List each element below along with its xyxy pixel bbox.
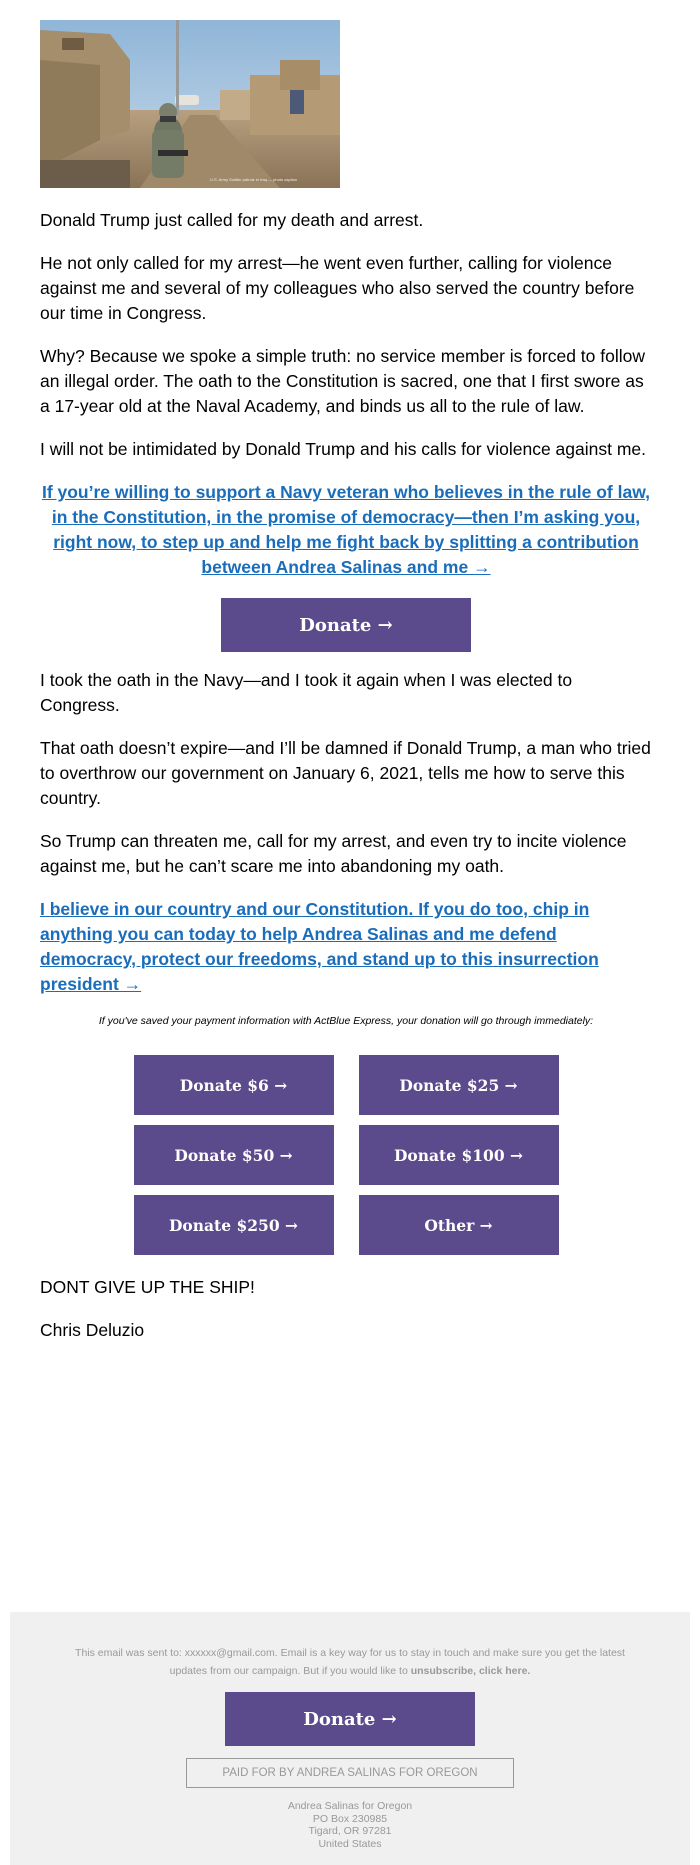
photo-caption: U.S. Army Soldier patrols in Iraq — photo caption (210, 177, 298, 182)
footer-donate-button[interactable]: Donate → (225, 1692, 475, 1746)
donate-50-button[interactable]: Donate $50 → (134, 1125, 334, 1185)
mailing-address (10, 1800, 690, 1850)
chip-in-link[interactable]: I believe in our country and our Constitution. If you do too, chip in anything you can today to help Andrea Salinas and me defend democracy, protect our freedoms, and stand up to this insurrection president → (40, 899, 599, 994)
paragraph-5: I took the oath in the Navy—and I took it again when I was elected to Congress. (40, 670, 573, 715)
support-navy-veteran-link[interactable]: If you’re willing to support a Navy veteran who believes in the rule of law, in the Constitution, in the promise of democracy—then I’m asking you, right now, to step up and help me fight back by splitting a contribution between Andrea Salinas and me → (41, 482, 651, 577)
donate-other-button[interactable]: Other → (359, 1195, 559, 1255)
paragraph-2: He not only called for my arrest—he went even further, calling for violence against me and several of my colleagues who also served the country before our time in Congress. (40, 253, 635, 323)
paragraph-6: That oath doesn’t expire—and I’ll be damned if Donald Trump, a man who tried to overthrow our government on January 6, 2021, tells me how to serve this country. (40, 738, 651, 808)
address-line: PO Box 230985 (312, 1812, 388, 1825)
donate-100-button[interactable]: Donate $100 → (359, 1125, 559, 1185)
email-content (40, 20, 652, 1361)
address-line: Andrea Salinas for Oregon (287, 1800, 413, 1812)
donate-25-button[interactable]: Donate $25 → (359, 1055, 559, 1115)
donate-250-button[interactable]: Donate $250 → (134, 1195, 334, 1255)
soldier-photo-image (40, 20, 340, 188)
footer-disclaimer (60, 1644, 640, 1680)
address-line: United States (318, 1837, 382, 1850)
paid-for-disclaimer: PAID FOR BY ANDREA SALINAS FOR OREGON (186, 1758, 514, 1788)
paragraph-1: Donald Trump just called for my death and arrest. (40, 210, 424, 230)
email-footer (10, 1612, 690, 1865)
chip-in-link-block (40, 897, 652, 997)
donation-amount-grid (134, 1055, 559, 1255)
sent-to-suffix: . Email is a key way for us to stay in touch and make sure you get the latest updates from our campaign. But if you would like to (169, 1647, 625, 1677)
donate-6-button[interactable]: Donate $6 → (134, 1055, 334, 1115)
sent-to-prefix: This email was sent to: (75, 1647, 185, 1659)
signature: Chris Deluzio (40, 1320, 145, 1340)
closing-line: DONT GIVE UP THE SHIP! (40, 1277, 255, 1297)
unsubscribe-link[interactable]: unsubscribe, click here. (410, 1665, 531, 1677)
paragraph-3: Why? Because we spoke a simple truth: no service member is forced to follow an illegal order. The oath to the Constitution is sacred, one that I first swore as a 17-year old at the Naval Academy, and binds us all to the rule of law. (40, 346, 645, 416)
actblue-express-note: If you've saved your payment information with ActBlue Express, your donation will go through immediately: (98, 1015, 594, 1027)
donate-button[interactable]: Donate → (221, 598, 471, 652)
paragraph-7: So Trump can threaten me, call for my arrest, and even try to incite violence against me, but he can’t scare me into abandoning my oath. (40, 831, 627, 876)
hero-photo (40, 20, 340, 188)
paragraph-4: I will not be intimidated by Donald Trump and his calls for violence against me. (40, 439, 646, 459)
recipient-email: xxxxxx@gmail.com (184, 1647, 275, 1659)
support-link-block (40, 480, 652, 580)
address-line: Tigard, OR 97281 (308, 1825, 392, 1837)
